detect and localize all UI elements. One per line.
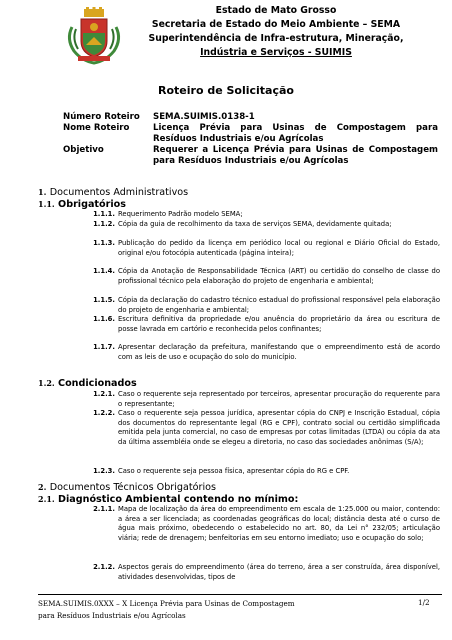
page-number: 1/2 <box>418 598 430 607</box>
section-title: Diagnóstico Ambiental contendo no mínimo: <box>58 494 299 505</box>
objetivo-value: Requerer a Licença Prévia para Usinas de Compostagem para Resíduos Industriais e/ou Agrícolas <box>153 145 438 166</box>
section-number: 1.1. <box>38 199 55 209</box>
item-number: 2.1.1. <box>93 505 115 513</box>
item-text: Escritura definitiva da propriedade e/ou anuência do proprietário da área ou escritura de posse lavrada em cartório e reconhecida pelos confinantes; <box>118 315 440 333</box>
section-2-1-heading <box>38 494 298 505</box>
footer-divider <box>38 594 442 595</box>
section-1-heading <box>38 187 188 198</box>
item-number: 1.1.6. <box>93 315 115 323</box>
section-number: 2. <box>38 482 47 492</box>
numero-roteiro-label: Número Roteiro <box>63 112 140 122</box>
nome-roteiro-label: Nome Roteiro <box>63 123 130 133</box>
header-superintendencia: Superintendência de Infra-estrutura, Mineração, <box>148 33 404 44</box>
item-text: Caso o requerente seja pessoa física, apresentar cópia do RG e CPF. <box>118 467 350 475</box>
numero-roteiro-value: SEMA.SUIMIS.0138-1 <box>153 112 255 122</box>
item-number: 1.2.3. <box>93 467 115 475</box>
item-text: Caso o requerente seja pessoa jurídica, apresentar cópia do CNPJ e Inscrição Estadual, cópia dos documentos do representante legal (RG e CPF), contrato social ou certidão simplificada emitida pela junta comercial, no caso de empresas por cotas limitadas (LTDA) ou cópia da ata da última assembléia onde se elegeu a diretoria, no caso das sociedades anônimas (S/A); <box>118 409 440 446</box>
item-number: 1.1.4. <box>93 267 115 275</box>
header-secretaria: Secretaria de Estado do Meio Ambiente – SEMA <box>151 19 401 30</box>
section-1-1-heading <box>38 199 126 210</box>
section-number: 1. <box>38 187 47 197</box>
item-text: Apresentar declaração da prefeitura, manifestando que o empreendimento está de acordo com as leis de uso e ocupação do solo do município. <box>118 343 440 361</box>
item-number: 1.2.2. <box>93 409 115 417</box>
item-number: 1.1.2. <box>93 220 115 228</box>
item-number: 2.1.2. <box>93 563 115 571</box>
nome-roteiro-value: Licença Prévia para Usinas de Compostagem para Resíduos Industriais e/ou Agrícolas <box>153 123 438 144</box>
footer-line-2: para Resíduos Industriais e/ou Agrícolas <box>38 611 186 620</box>
item-number: 1.2.1. <box>93 390 115 398</box>
item-text: Publicação do pedido da licença em periódico local ou regional e Diário Oficial do Estado, original e/ou fotocópia autenticada (página inteira); <box>118 239 440 257</box>
item-number: 1.1.3. <box>93 239 115 247</box>
item-text: Cópia da Anotação de Responsabilidade Técnica (ART) ou certidão do conselho de classe do profissional técnico pela elaboração do projeto de engenharia e ambiental; <box>118 267 440 285</box>
page-title: Roteiro de Solicitação <box>158 84 294 97</box>
item-text: Aspectos gerais do empreendimento (área do terreno, área a ser construída, área disponível, atividades desenvolvidas, tipos de <box>118 563 440 581</box>
footer-line-1: SEMA.SUIMIS.0XXX – X Licença Prévia para Usinas de Compostagem <box>38 599 295 608</box>
section-2-heading <box>38 482 216 493</box>
item-text: Cópia da guia de recolhimento da taxa de serviços SEMA, devidamente quitada; <box>118 220 392 228</box>
section-1-2-heading <box>38 378 137 389</box>
section-title: Obrigatórios <box>58 199 126 210</box>
section-title: Documentos Técnicos Obrigatórios <box>49 482 216 493</box>
item-text: Cópia da declaração do cadastro técnico estadual do profissional responsável pela elaboração do projeto de engenharia e ambiental; <box>118 296 440 314</box>
section-title: Documentos Administrativos <box>49 187 189 198</box>
header-suimis-text: Indústria e Serviços - SUIMIS <box>200 47 352 58</box>
section-number: 1.2. <box>38 378 55 388</box>
header-state-name: Estado de Mato Grosso <box>215 5 337 16</box>
item-number: 1.1.1. <box>93 210 115 218</box>
footer-text <box>38 598 358 622</box>
item-number: 1.1.5. <box>93 296 115 304</box>
section-number: 2.1. <box>38 494 55 504</box>
item-number: 1.1.7. <box>93 343 115 351</box>
header-suimis <box>110 46 442 60</box>
section-title: Condicionados <box>58 378 137 389</box>
item-text: Mapa de localização da área do empreendimento em escala de 1:25.000 ou maior, contendo: a área a ser licenciada; as coordenadas geográficas do local; distância desta até o curso de água mais próximo, obedecendo o estabelecido no art. 80, da Lei n° 232/05; articulação viária; rede de drenagem; benfeitorias em seu entorno imediato; uso e ocupação do solo; <box>118 505 440 542</box>
item-text: Caso o requerente seja representado por terceiros, apresentar procuração do requerente para o representante; <box>118 390 440 408</box>
item-text: Requerimento Padrão modelo SEMA; <box>118 210 243 218</box>
objetivo-label: Objetivo <box>63 145 104 155</box>
